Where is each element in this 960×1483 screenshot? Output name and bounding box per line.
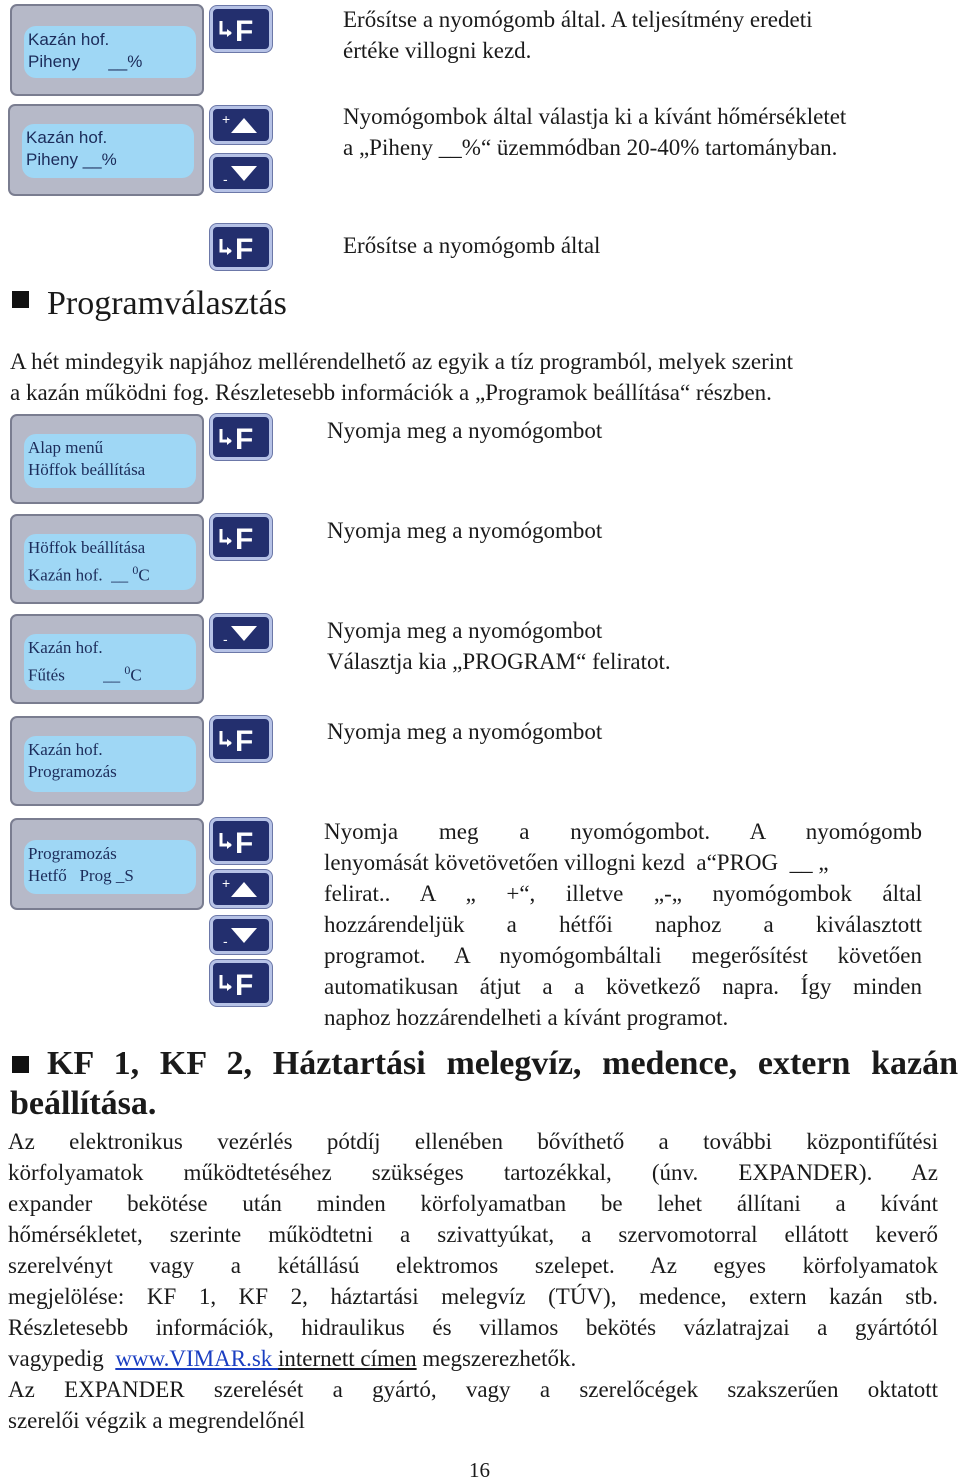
paragraph-line: Az elektronikus vezérlés pótdíj ellenében bővíthető a további központifűtési [8,1129,938,1154]
instruction-text: naphoz hozzárendelheti a kívánt programot. [324,1005,729,1030]
instruction-text: Nyomja meg a nyomógombot. A nyomógomb [324,819,922,844]
page-number: 16 [469,1458,490,1482]
lcd-display [10,4,204,96]
website-link[interactable]: www.VIMAR.sk [115,1346,279,1371]
lcd-line: Kazán hof. [26,128,108,147]
svg-text:-: - [223,933,228,949]
svg-text:F: F [235,523,254,556]
paragraph-line: expander bekötése után minden körfolyamatban be lehet állítani a kívánt [8,1191,938,1216]
paragraph-line: Az EXPANDER szerelését a gyártó, vagy a szerelőcégek szakszerűen oktatott [8,1377,938,1402]
f-key-icon[interactable] [210,716,272,762]
f-key-icon[interactable] [210,414,272,460]
svg-text:F: F [235,423,254,456]
paragraph-line: megjelölése: KF 1, KF 2, háztartási melegvíz (TÚV), medence, extern kazán stb. [8,1284,938,1309]
instruction-text: Nyomógombok által válastja ki a kívánt hőmérsékletet [343,104,847,129]
paragraph-line: körfolyamatok működtetéséhez szükséges tartozékkal, (únv. EXPANDER). Az [8,1160,938,1185]
bullet-icon [12,1056,29,1073]
unit-label: C [138,565,150,585]
paragraph-line: vagypedig [8,1346,116,1371]
lcd-line: Höffok beállítása [28,538,146,557]
lcd-line: Kazán hof. __ [28,565,133,585]
instruction-text: programot. A nyomógombáltali megerősítést követően [324,943,922,968]
paragraph-line: hőmérsékletet, szerinte működtetni a szivattyúkat, a szervomotorral ellátott keverő [8,1222,938,1247]
svg-text:F: F [235,15,254,48]
lcd-line: Programozás [28,762,117,781]
lcd-line: Höffok beállítása [28,460,146,479]
instruction-text: értéke villogni kezd. [343,38,532,63]
lcd-display [10,614,204,704]
lcd-line: Kazán hof. [28,638,103,657]
paragraph-line: szerelvényt vagy a kétállású elektromos szelepet. Az egyes körfolyamatok [8,1253,938,1278]
lcd-line: Piheny __% [28,52,143,71]
section-heading-cont: beállítása. [10,1085,157,1122]
instruction-text: hozzárendeljük a hétfői naphoz a kiválasztott [324,912,922,937]
paragraph-line: szerelői végzik a megrendelőnél [8,1408,305,1433]
svg-text:+: + [222,111,231,127]
lcd-display [10,414,204,504]
svg-text:-: - [223,631,228,647]
degree-sup: 0 [132,563,139,577]
svg-text:-: - [223,171,228,187]
degree-sup: 0 [124,663,131,677]
svg-text:F: F [235,827,254,860]
svg-text:+: + [222,875,231,891]
plus-key-icon[interactable] [210,106,272,144]
lcd-line: Kazán hof. [28,30,110,49]
paragraph-line: a kazán működni fog. Részletesebb információk a „Programok beállítása“ részben. [10,380,772,405]
f-key-icon[interactable] [210,818,272,864]
instruction-text: Nyomja meg a nyomógombot [327,518,603,543]
paragraph-line: Részletesebb információk, hidraulikus és villamos bekötés vázlatrajzai a gyártótól [8,1315,938,1340]
instruction-text: a „Piheny __%“ üzemmódban 20-40% tartományban. [343,135,838,160]
lcd-display [8,104,204,196]
f-key-icon[interactable] [210,960,272,1006]
paragraph-line: A hét mindegyik napjához mellérendelhető az egyik a tíz programból, melyek szerint [10,349,794,374]
lcd-display [10,716,204,806]
lcd-line: Hetfő Prog _S [28,866,134,885]
instruction-text: felirat.. A „ +“, illetve „-„ nyomógombok által [324,881,922,906]
unit-label: C [130,665,142,685]
instruction-text: automatikusan átjut a a következő napra. Így minden [324,974,922,999]
section-heading: KF 1, KF 2, Háztartási melegvíz, medence, extern kazán [47,1045,958,1082]
section-heading: Programválasztás [47,285,287,322]
lcd-display [10,818,204,910]
instruction-text: Erősítse a nyomógomb által [343,233,601,258]
bullet-icon [12,291,29,308]
instruction-text: Erősítse a nyomógomb által. A teljesítmény eredeti [343,7,813,32]
paragraph-line: megszerezhetők. [416,1346,577,1371]
plus-key-icon[interactable] [210,870,272,908]
svg-text:F: F [235,969,254,1002]
lcd-line: Kazán hof. [28,740,103,759]
lcd-line: Fűtés __ [28,665,125,685]
f-key-icon[interactable] [210,224,272,270]
f-key-icon[interactable] [210,514,272,560]
paragraph-line: internett címen [278,1346,417,1371]
svg-text:F: F [235,233,254,266]
instruction-text: Nyomja meg a nyomógombot [327,618,603,643]
lcd-display [10,514,204,604]
instruction-text: lenyomását követövetően villogni kezd a“PROG __ „ [324,850,829,875]
minus-key-icon[interactable] [210,614,272,652]
lcd-line: Programozás [28,844,117,863]
minus-key-icon[interactable] [210,154,272,192]
lcd-line: Piheny __% [26,150,117,169]
instruction-text: Nyomja meg a nyomógombot [327,719,603,744]
lcd-line: Alap menű [28,438,104,457]
f-key-icon[interactable] [210,6,272,52]
instruction-text: Nyomja meg a nyomógombot [327,418,603,443]
minus-key-icon[interactable] [210,916,272,954]
instruction-text: Választja kia „PROGRAM“ feliratot. [327,649,671,674]
svg-text:F: F [235,725,254,758]
